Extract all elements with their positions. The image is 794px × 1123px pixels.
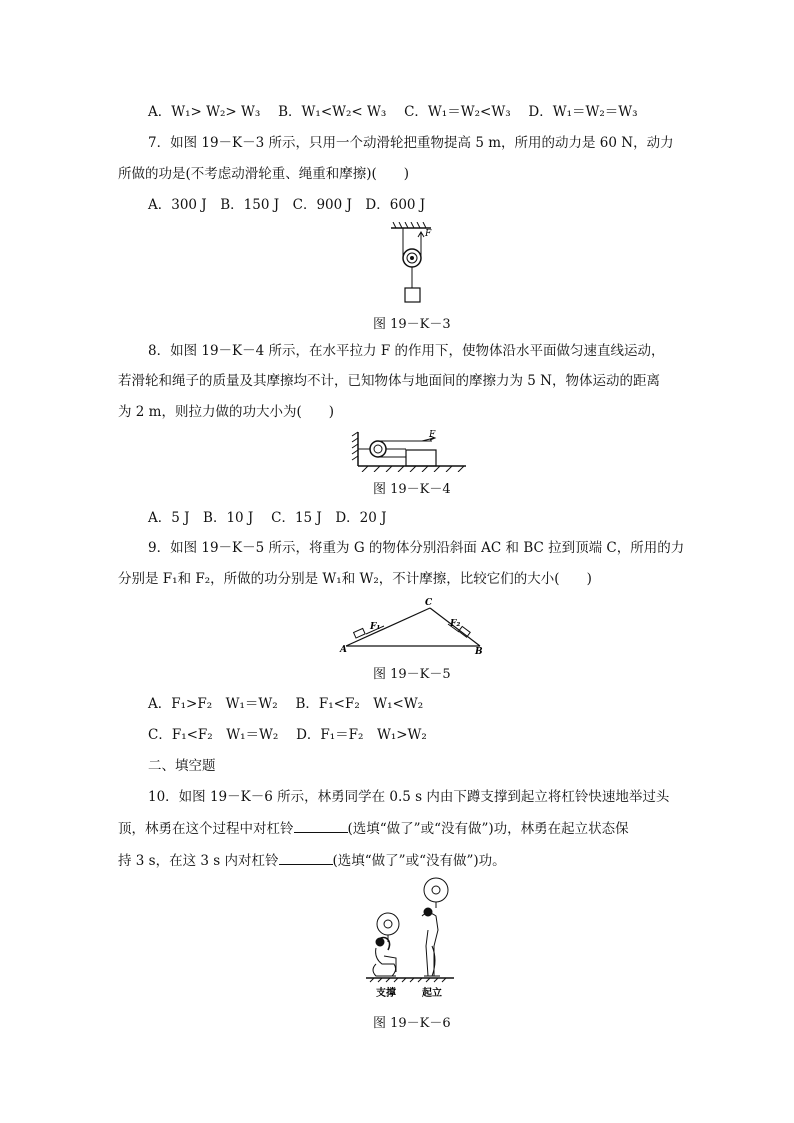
q9-options-ab: A．F₁>F₂ W₁＝W₂ B．F₁<F₂ W₁<W₂ — [148, 696, 424, 712]
q9-label-f2: F₂ — [450, 619, 461, 629]
q10-blank-1[interactable] — [294, 818, 348, 833]
q8-options: A．5 J B．10 J C．15 J D．20 J — [148, 510, 387, 526]
figure-19-K-6-weightlifter — [362, 872, 458, 1004]
q10-stem-line2-b: (选填“做了”或“没有做”)功，林勇在起立状态保 — [347, 821, 629, 837]
q10-stem-line3-b: (选填“做了”或“没有做”)功。 — [332, 853, 506, 869]
q10-figure-caption: 图 19－K－6 — [373, 1016, 451, 1031]
q7-stem-line1: 7．如图 19－K－3 所示，只用一个动滑轮把重物提高 5 m，所用的动力是 60 N，动力 — [148, 135, 674, 151]
q10-stem-line3-a: 持 3 s，在这 3 s 内对杠铃 — [118, 853, 279, 869]
q10-stem-line1: 10．如图 19－K－6 所示，林勇同学在 0.5 s 内由下蹲支撑到起立将杠铃快速地举过头 — [148, 789, 670, 805]
q9-label-b: B — [475, 647, 483, 654]
q7-force-label: F — [425, 229, 432, 239]
q8-figure-caption: 图 19－K－4 — [373, 482, 451, 497]
q8-stem-line3: 为 2 m，则拉力做的功大小为( ) — [118, 404, 335, 420]
figure-19-K-5-incline — [338, 596, 488, 654]
q10-stem-line3 — [118, 850, 506, 871]
q9-options-cd: C．F₁<F₂ W₁＝W₂ D．F₁＝F₂ W₁>W₂ — [148, 727, 427, 743]
q10-label-stand: 起立 — [422, 988, 442, 999]
q9-stem-line1: 9．如图 19－K－5 所示，将重为 G 的物体分别沿斜面 AC 和 BC 拉到顶端 C，所用的力 — [148, 540, 685, 556]
q8-stem-line1: 8．如图 19－K－4 所示，在水平拉力 F 的作用下，使物体沿水平面做匀速直线运动， — [148, 343, 665, 359]
q9-label-c: C — [425, 598, 433, 608]
q9-label-f1: F₁ — [370, 622, 381, 632]
q8-force-label: F — [429, 430, 436, 440]
q9-stem-line2: 分别是 F₁和 F₂，所做的功分别是 W₁和 W₂，不计摩擦，比较它们的大小( ) — [118, 571, 592, 587]
q10-stem-line2-a: 顶，林勇在这个过程中对杠铃 — [118, 821, 294, 837]
q7-stem-line2: 所做的功是(不考虑动滑轮重、绳重和摩擦)( ) — [118, 166, 410, 182]
figure-19-K-4-horizontal-pulley — [350, 428, 470, 472]
q7-figure-caption: 图 19－K－3 — [373, 317, 451, 332]
q6-options: A．W₁> W₂> W₃ B．W₁<W₂< W₃ C．W₁＝W₂<W₃ D．W₁＝W₂＝W₃ — [148, 104, 638, 120]
q10-blank-2[interactable] — [279, 850, 333, 865]
q10-label-squat: 支撑 — [376, 988, 396, 999]
section-title: 二、填空题 — [148, 758, 216, 774]
q8-stem-line2: 若滑轮和绳子的质量及其摩擦均不计，已知物体与地面间的摩擦力为 5 N，物体运动的距离 — [118, 373, 660, 389]
q10-stem-line2 — [118, 818, 629, 839]
q9-figure-caption: 图 19－K－5 — [373, 667, 451, 682]
q9-label-a: A — [340, 645, 347, 654]
figure-19-K-3-pulley — [385, 222, 445, 308]
q7-options: A．300 J B．150 J C．900 J D．600 J — [148, 197, 426, 213]
